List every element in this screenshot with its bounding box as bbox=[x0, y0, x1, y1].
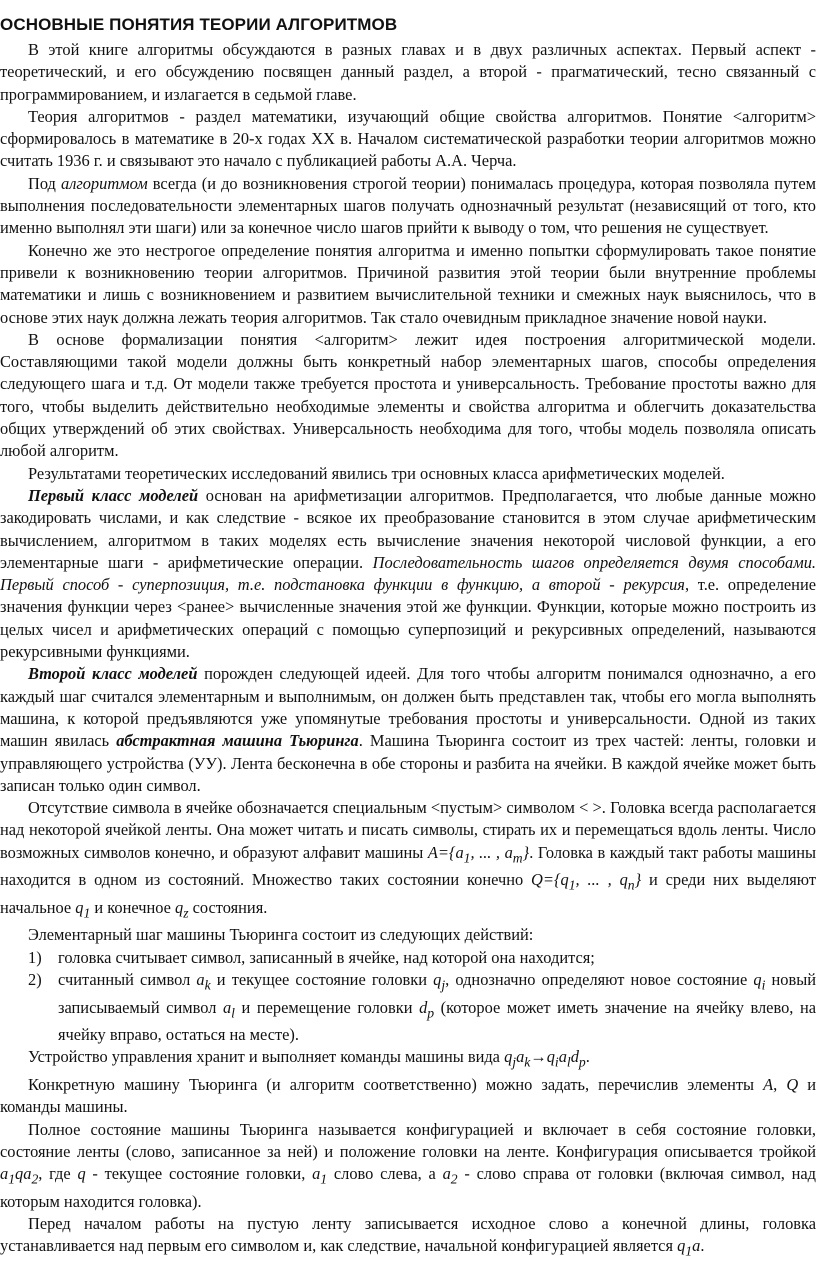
paragraph-formalization: В основе формализации понятия <алгоритм> лежит идея построения алгоритмической модели. Составляющими такой модели должны быть конкретный набор элементарных шагов, способы определения следующего шага и т.д. От модели также требуется простота и универсальность. Требование простоты важно для того, чтобы выделить действительно необходимые элементы и свойства алгоритма и облегчить доказательства общих утверждений об этих свойствах. Универсальность необходима для того, чтобы модель позволяла описать любой алгоритм. bbox=[0, 329, 816, 461]
paragraph-first-class: Первый класс моделей основан на арифметизации алгоритмов. Предполагается, что любые данные можно закодировать числами, и как следствие - всякое их преобразование становится в этом случае арифметическим вычислением, алгоритмом в таких моделях есть вычисление значения некоторой числовой функции, а его элементарные шаги - арифметические операции. Последовательность шагов определяется двумя способами. Первый способ - суперпозиция, т.е. подстановка функции в функцию, а второй - рекурсия, т.е. определение значения функции через <ранее> вычисленные значения этой же функции. Функции, которые можно построить из целых чисел и арифметических операций с помощью суперпозиций и рекурсивных определений, называются рекурсивными функциями. bbox=[0, 485, 816, 662]
paragraph-results: Результатами теоретических исследований явились три основных класса арифметических моделей. bbox=[28, 463, 725, 483]
alphabet-formula: $A=\{a_1$, ... , $a_m$} bbox=[427, 842, 530, 865]
term-turing-machine: абстрактная машина Тьюринга bbox=[116, 731, 359, 751]
paragraph-step-intro: Элементарный шаг машины Тьюринга состоит из следующих действий: bbox=[28, 925, 534, 945]
paragraph-second-class: Второй класс моделей порожден следующей идеей. Для того чтобы алгоритм понимался однозначно, а его каждый шаг считался элементарным и выполнимым, он должен быть представлен так, чтобы его могла выполнять машина, к которой предъявляются уже упомянутые требования простоты и универсальности. Одной из таких машин явилась абстрактная машина Тьюринга. Машина Тьюринга состоит из трех частей: ленты, головки и управляющего устройства (УУ). Лента бесконечна в обе стороны и разбита на ячейки. В каждой ячейке может быть записан только один символ. bbox=[0, 664, 816, 795]
page-title: ОСНОВНЫЕ ПОНЯТИЯ ТЕОРИИ АЛГОРИТМОВ bbox=[0, 15, 398, 34]
term-first-class: Первый класс моделей bbox=[28, 485, 199, 505]
paragraph-theory: Теория алгоритмов - раздел математики, изучающий общие свойства алгоритмов. Понятие <алгоритм> сформировалось в математике в 20-х годах XX в. Началом систематической разработки теории алгоритмов можно считать 1936 г. и связывают это начало с публикацией работы А.А. Черча. bbox=[0, 106, 816, 171]
paragraph-history: Конечно же это нестрогое определение понятия алгоритма и именно попытки сформулировать такое понятие привели к возникновению теории алгоритмов. Причиной развития этой теории были внутренние проблемы математики и лишь с возникновением и развитием вычислительной техники и смежных наук выяснилось, что в основе этих наук должна лежать теория алгоритмов. Так стало очевидным прикладное значение новой науки. bbox=[0, 240, 816, 327]
paragraph-configuration: Полное состояние машины Тьюринга называется конфигурацией и включает в себя состояние головки, состояние ленты (слово, записанное за ней) и положение головки на ленте. Конфигурация описывается тройкой $a_1qa_2$, где q - текущее состояние головки, $a_1$ слово слева, а $a_2$ - слово справа от головки (включая символ, над которым находится головка). bbox=[0, 1119, 816, 1211]
states-formula: $Q=\{q_1$, ... , $q_n$} bbox=[531, 870, 642, 893]
triple-formula: $a_1qa_2$ bbox=[0, 1164, 39, 1187]
paragraph-specific-machine: Конкретную машину Тьюринга (и алгоритм соответственно) можно задать, перечислив элементы A, Q и команды машины. bbox=[0, 1075, 816, 1117]
command-formula: $q_ja_k\to q_ia_ld_p$ bbox=[504, 1047, 586, 1070]
list-item: 2) считанный символ $a_k$ и текущее состояние головки $q_j$, однозначно определяют новое состояние $q_i$ новый записываемый символ $a_l$ и перемещение головки $d_p$ (которое может иметь значение на ячейку влево, на ячейку вправо, остаться на месте). bbox=[28, 970, 816, 1045]
paragraph-symbols: Отсутствие символа в ячейке обозначается специальным <пустым> символом < >. Головка всегда располагается над некоторой ячейкой ленты. Она может читать и писать символы, стирать их и перемещаться вдоль ленты. Число возможных символов конечно, и образуют алфавит машины $A=\{a_1$, ... , $a_m$}. Головка в каждый такт работы машины находится в одном из состояний. Множество таких состоянии конечно $Q=\{q_1$, ... , $q_n$} и среди них выделяют начальное $q_1$ и конечное $q_z$ состояния. bbox=[0, 798, 816, 921]
term-second-class: Второй класс моделей bbox=[28, 664, 198, 684]
step-list bbox=[0, 947, 816, 1047]
term-algorithm: алгоритмом bbox=[61, 173, 148, 193]
paragraph-control-unit: Устройство управления хранит и выполняет команды машины вида $q_ja_k\to q_ia_ld_p$. bbox=[28, 1047, 590, 1070]
list-item: 1) головка считывает символ, записанный в ячейке, над которой она находится; bbox=[28, 947, 595, 967]
paragraph-intro: В этой книге алгоритмы обсуждаются в разных главах и в двух различных аспектах. Первый аспект - теоретический, и его обсуждению посвящен данный раздел, а второй - прагматический, тесно связанный с программированием, и излагается в седьмой главе. bbox=[0, 40, 816, 104]
paragraph-initial-config: Перед началом работы на пустую ленту записывается исходное слово a конечной длины, головка устанавливается над первым его символом и, как следствие, начальной конфигурацией является $q_1a$. bbox=[0, 1214, 816, 1259]
paragraph-algorithm-definition: Под алгоритмом всегда (и до возникновения строгой теории) понималась процедура, которая позволяла путем выполнения последовательности элементарных шагов получать однозначный результат (независящий от того, кто именно выполнял эти шаги) или за конечное число шагов прийти к выводу о том, что решения не существует. bbox=[0, 173, 816, 238]
initial-config-formula: $q_1a$ bbox=[677, 1236, 701, 1259]
